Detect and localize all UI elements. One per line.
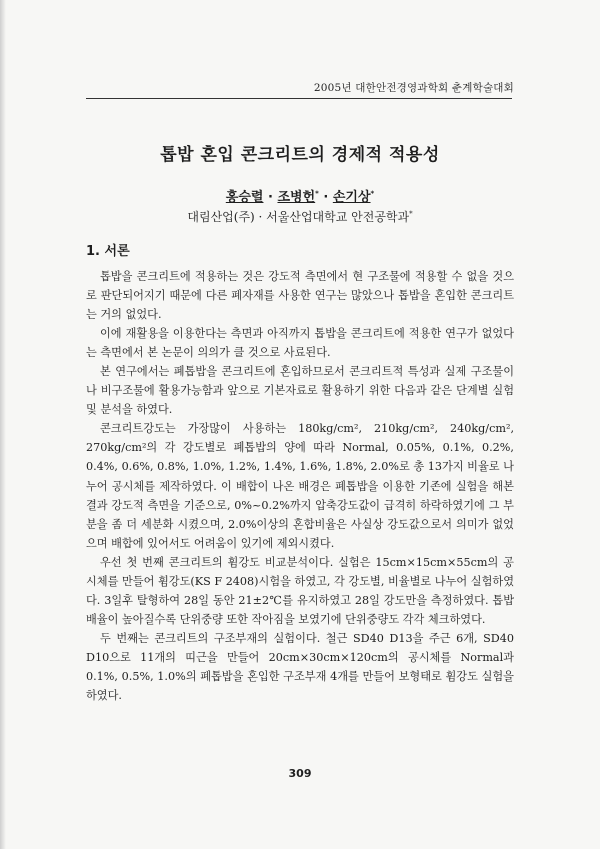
paragraph: 톱밥을 콘크리트에 적용하는 것은 강도적 측면에서 현 구조물에 적용할 수 없을 것으로 판단되어지기 때문에 다른 폐자재를 사용한 연구는 많았으나 톱밥을 혼입한 콘크리트는 거의 없었다.: [86, 270, 514, 322]
author-3: 손기상: [332, 190, 371, 205]
author-list: [0, 186, 600, 205]
author-separator: ·: [318, 190, 333, 205]
paragraph: 두 번째는 콘크리트의 구조부재의 실험이다. 철근 SD40 D13을 주근 6개, SD40 D10으로 11개의 띠근을 만들어 20cm×30cm×120cm의 공시체를 Normal과 0.1%, 0.5%, 1.0%의 폐톱밥을 혼입한 구조부재 4개를 만들어 보형태로 휨강도 실험을 하였다.: [86, 631, 514, 703]
author-separator: ·: [263, 190, 278, 205]
author-2: 조병헌: [277, 190, 316, 205]
conference-header: 2005년 대한안전경영과학회 춘계학술대회: [313, 82, 514, 94]
scan-edge-shadow: [0, 0, 6, 849]
header-divider: [86, 98, 512, 99]
author-1: 홍승렬: [225, 190, 264, 205]
author-2-mark: *: [315, 189, 319, 198]
author-3-mark: *: [370, 189, 375, 198]
paper-title: 톱밥 혼입 콘크리트의 경제적 적용성: [160, 145, 440, 165]
paragraph: 우선 첫 번째 콘크리트의 휨강도 비교분석이다. 실험은 15cm×15cm×55cm의 공시체를 만들어 휨강도(KS F 2408)시험을 하였고, 각 강도별, 비율별로 나누어 실험하였다. 3일후 탈형하여 28일 동안 21±2℃를 유지하였고 28일 강도만을 측정하였다. 톱밥 배율이 높아질수록 단위중량 또한 작아짐을 보였기에 단위중량도 각각 체크하였다.: [86, 555, 514, 626]
page-number: 309: [288, 767, 312, 780]
paragraph: 콘크리트강도는 가장많이 사용하는 180kg/cm², 210kg/cm², 240kg/cm², 270kg/cm²의 각 강도별로 폐톱밥의 양에 따라 Normal, 0.05%, 0.1%, 0.2%, 0.4%, 0.6%, 0.8%, 1.0%, 1.2%, 1.4%, 1.6%, 1.8%, 2.0%로 총 13가지 비율로 나누어 공시체를 제작하였다. 이 배합이 나온 배경은 폐톱밥을 이용한 기존에 실험을 해본 결과 강도적 측면을 기준으로, 0%~0.2%까지 압축강도값이 급격히 하락하였기에 그 부분을 좀 더 세분화 시켰으며, 2.0%이상의 혼합비율은 사실상 강도값으로서 의미가 없었으며 배합에 있어서도 어려움이 있기에 제외시켰다.: [86, 422, 514, 550]
section-heading: 1. 서론: [86, 244, 130, 259]
paragraph: 본 연구에서는 폐톱밥을 콘크리트에 혼입하므로서 콘크리트적 특성과 실제 구조물이나 비구조물에 활용가능함과 앞으로 기본자료로 활용하기 위한 다음과 같은 단계별 실험 및 분석을 하였다.: [86, 365, 514, 417]
affiliation-mark: *: [409, 210, 413, 218]
affiliation-text: 대림산업(주) · 서울산업대학교 안전공학과: [187, 210, 410, 224]
paragraph: 이에 재활용을 이용한다는 측면과 아직까지 톱밥을 콘크리트에 적용한 연구가 없었다는 측면에서 본 논문이 의의가 클 것으로 사료된다.: [86, 327, 514, 360]
affiliation: [0, 208, 600, 225]
body-text: [86, 267, 514, 705]
